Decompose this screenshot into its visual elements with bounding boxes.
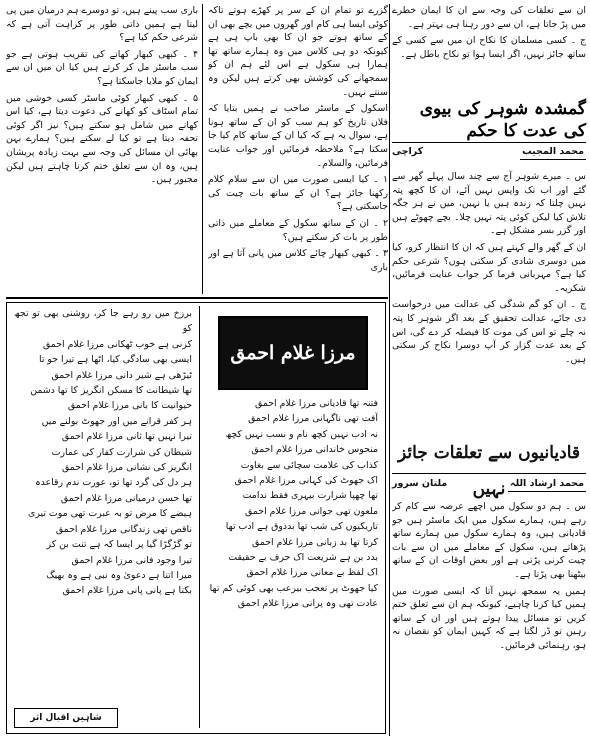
paragraph: ہمیں یہ سمجھ نہیں آتا کہ ایسی صورت میں ہمیں کیا کرنا چاہیے، کیونکہ ہم ان سے تعلق ختم کریں تو مسائل پیدا ہوتے ہیں اور ان کے ساتھ رہیں تو ڈر لگتا ہے کہ کہیں ایمان کو نقصان نہ ہو، رہنمائی فرمائیں۔ [392,585,586,651]
poem-line: تیرا نہیں تھا ثانی مرزا غلام احمق [61,431,192,443]
paragraph: اسکول کے ماسٹر صاحب نے ہمیں بتایا کہ فلاں تاریخ کو ہم سب کو ان کے ساتھ ہونا ہے، سوال یہ ہے کہ کیا ان کے ساتھ کام کیا جا سکتا ہے؟ ملاحظہ فرمائیں اور جواب عنایت فرمائیں، والسلام۔ [208,103,388,169]
poem-line: تاریکیوں کی شب تھا بدذوق ہے ادب تھا [225,521,378,533]
poem-line: تیرا وجود فانی مرزا غلام احمق [71,554,192,566]
poem-line: تو گڑگڑا گیا پر ایسا کہ ہے تنت بن کر [46,539,192,551]
poem-line: ملعون تھی جوانی مرزا غلام احمق [245,505,378,517]
column-divider [389,4,390,736]
headline-qadiani-relations: قادیانیوں سے تعلقات جائز نہیں [392,435,586,474]
poem-line: بدد بن ہے شریعت اک حرف بے حقیقت [228,552,378,564]
article-column-right-top [392,4,586,98]
poem-line: ناقص تھی زندگانی مرزا غلام احمق [55,523,192,535]
paragraph: ۴ ۔ کبھی کبھار کھانے کی تقریب ہوتی ہے جو سب ماسٹر مل کر کرتے ہیں کیا ان میں ان سے ایمان کو ملایا جاسکتا ہے؟ [6,48,198,87]
poem-line: کیا جھوٹ پر تعجب بیرعب بھی کوئی کم تھا [209,582,378,594]
byline [392,476,586,492]
poem-line: تھا شیطانت کا مسکن انگریز کا تھا دشمن [30,385,192,397]
poem-line: کذاب کی علامت سچائی سے بغاوت [240,459,378,471]
poem-column-right [206,396,378,728]
paragraph: ۱ ۔ کیا ایسی صورت میں ان سے سلام کلام رکھنا جائز ہے؟ ان کے ساتھ بات چیت کی جاسکتی ہے؟ [208,174,388,213]
paragraph: س ۔ میرے شوہر آج سے چند سال پہلے گھر سے گئے اور اب تک واپس نہیں آئے، ان کا کچھ پتہ نہیں چلتا کہ زندہ ہیں یا نہیں، میں نے ہر جگہ تلاش کیا لیکن کوئی پتہ نہیں چلا۔ بچے چھوٹے ہیں اور گزر بسر مشکل ہے۔ [392,171,586,237]
section-divider [6,297,388,299]
headline-missing-husband: گمشدہ شوہر کی بیوی کی عدت کا حکم [392,98,586,143]
article-column-middle [208,4,388,276]
paragraph: باری سب پینے ہیں، تو دوسرے ہم درمیان میں پی لیتا ہے ہمیں ذاتی طور پر کراہت آتی ہے کہ شرعی حکم کیا ہے؟ [6,5,198,44]
poem-line: ٹیڑھی ہے شیر دانی مرزا غلام احمق [51,369,192,381]
poem-line: تھا حسن درمیانی مرزا غلام احمق [60,492,192,504]
paragraph: ج ۔ ان کو گم شدگی کی عدالت میں درخواست دی جائے، عدالت تحقیق کے بعد اگر شوہر کا پتہ نہ چلے تو اس کی موت کا فیصلہ کر دے گی، اس کے بعد عدت گزار کر آپ دوسرا نکاح کر سکتی ہیں۔ [392,299,586,365]
poem-line: ایسی بھی سادگی کیا، اٹھا ہے تیرا جو تا [38,354,192,366]
poem-divider [199,306,200,728]
poem-line: کرتا تھا بد زبانی مرزا غلام احمق [252,536,378,548]
author-place: کراچی [392,146,424,157]
paragraph: ۲ ۔ ان کے ساتھ سکول کے معاملے میں ذاتی طور پر بات کر سکتے ہیں؟ [208,217,388,243]
poem-line: عادت تھی وہ پرانی مرزا غلام احمق [237,598,378,610]
poet-name: شاہین اقبال اثر [14,708,118,728]
poem-line: بکتا ہے پانی پانی مرزا غلام احمق [62,585,192,597]
poem-line: شیطان کی شرارت کفار کی عمارت [51,446,192,458]
poem-line: آفت تھی ناگہانی مرزا غلام احمق [248,413,378,425]
author-name: محمد ارشاد اللہ [508,476,586,492]
poem-line: میرا اتنا ہے دعویٰ وہ نبی ہے وہ بھیگ [46,569,192,581]
article-column-right-middle [392,170,586,430]
poem-line: انگریز کی نشانی مرزا غلام احمق [61,462,192,474]
article-column-left [6,4,198,296]
paragraph: ج ۔ کسی مسلمان کا نکاح ان میں سے کسی کے ساتھ جائز نہیں، اگر ایسا ہوا تو نکاح باطل ہے۔ [392,35,586,60]
article-column-right-bottom [392,500,586,736]
poem-line: کرنی ہے خوب ٹھکانی مرزا غلام احمق [42,338,192,350]
paragraph: س ۔ ہم دو سکول میں اچھے عرصہ سے کام کر رہے ہیں، ہمارے سکول میں ایک ماسٹر ہیں جو قادیانی ہیں، وہ ہمارے سکول میں ہمارے ساتھ پڑھاتے ہیں، سکول کے معاملے میں ان سے بات چیت کرنی پڑتی ہے اور بعض اوقات ان کے ساتھ بیٹھنا بھی پڑتا ہے۔ [392,501,586,580]
poem-title: مرزا غلام احمق [218,316,368,390]
poem-column-left [14,306,192,708]
paragraph: ان کے گھر والے کہتے ہیں کہ ان کا انتظار کرو، کیا میں دوسری شادی کر سکتی ہوں؟ شرعی حکم کیا ہے؟ مہربانی فرما کر جواب عنایت فرمائیں، شکریہ۔ [392,241,586,294]
paragraph: ان سے تعلقات کی وجہ سے ان کا ایمان خطرے میں پڑ جاتا ہے، ان سے دور رہنا ہی بہتر ہے۔ [392,5,586,30]
poem-line: حیوانیت کا بانی مرزا غلام احمق [67,400,192,412]
poem-line: فتنہ تھا قادیانی مرزا غلام احمق [255,398,378,409]
poem-line: تھا چھپا شرارت بیہری فقط ندامت [242,490,378,502]
author-name: محمد المجیب [520,144,586,160]
author-place: ملتان سرور [392,478,448,489]
paragraph: گزرے تو تمام ان کے سر پر کھڑے ہوتے تاکہ کوئی ایسا ہی کام اور گھروں میں بچے بھی ان کے ساتھ ہوتے جو ان کا بھی باپ ہی ہے کیونکہ دو ہی کلاس میں وہ ہمارے ساتھ تھا ہمارا ہی سکول ہے اس لئے ہم ان کو سمجھانے کی کوشش بھی کرتے ہیں لیکن وہ سنتے نہیں۔ [208,5,388,98]
poem-line: اک جھوٹ کی کہانی مرزا غلام احمق [234,475,378,487]
paragraph: ۳ ۔ کبھی کبھار چائے کلاس میں پانی آتا ہے اور باری [208,248,388,273]
poem-line: برزخ میں رو رہے جا کر، روشنی بھی تو تجھ کو [14,308,192,335]
poem-line: اک لفظ بے معانی مرزا غلام احمق [246,567,378,579]
byline [392,144,586,160]
paragraph: ۵ ۔ کبھی کبھار کوئی ماسٹر کسی خوشی میں تمام اسٹاف کو کھانے کی دعوت دیتا ہے، کیا اس کھانے میں شامل ہو سکتے ہیں؟ نیز اگر کوئی تحفہ دیتا ہے تو کیا لے سکتے ہیں؟ ہمارے بہن بھائی ان مسائل کی وجہ سے بہت زیادہ پریشان ہیں، وہ ان سے تعلق ختم کرنا چاہتے ہیں لیکن مجبور ہیں۔ [6,92,198,186]
poem-line: ہر کفر قرانے میں اور جھوٹ بولنے میں [41,415,192,427]
poem-line: ہیضے کا مرض تو بہ عبرت تھی موت تیری [28,508,192,520]
column-divider [202,4,203,294]
poem-line: منحوس خاندانی مرزا غلام احمق [251,444,378,456]
poem-line: ہر دل کی گرد تھا تو، عورت ندم رقاعدہ [35,477,192,489]
poem-line: نہ ادب نہیں کچھ نام و نسب نہیں کچھ [225,428,378,440]
